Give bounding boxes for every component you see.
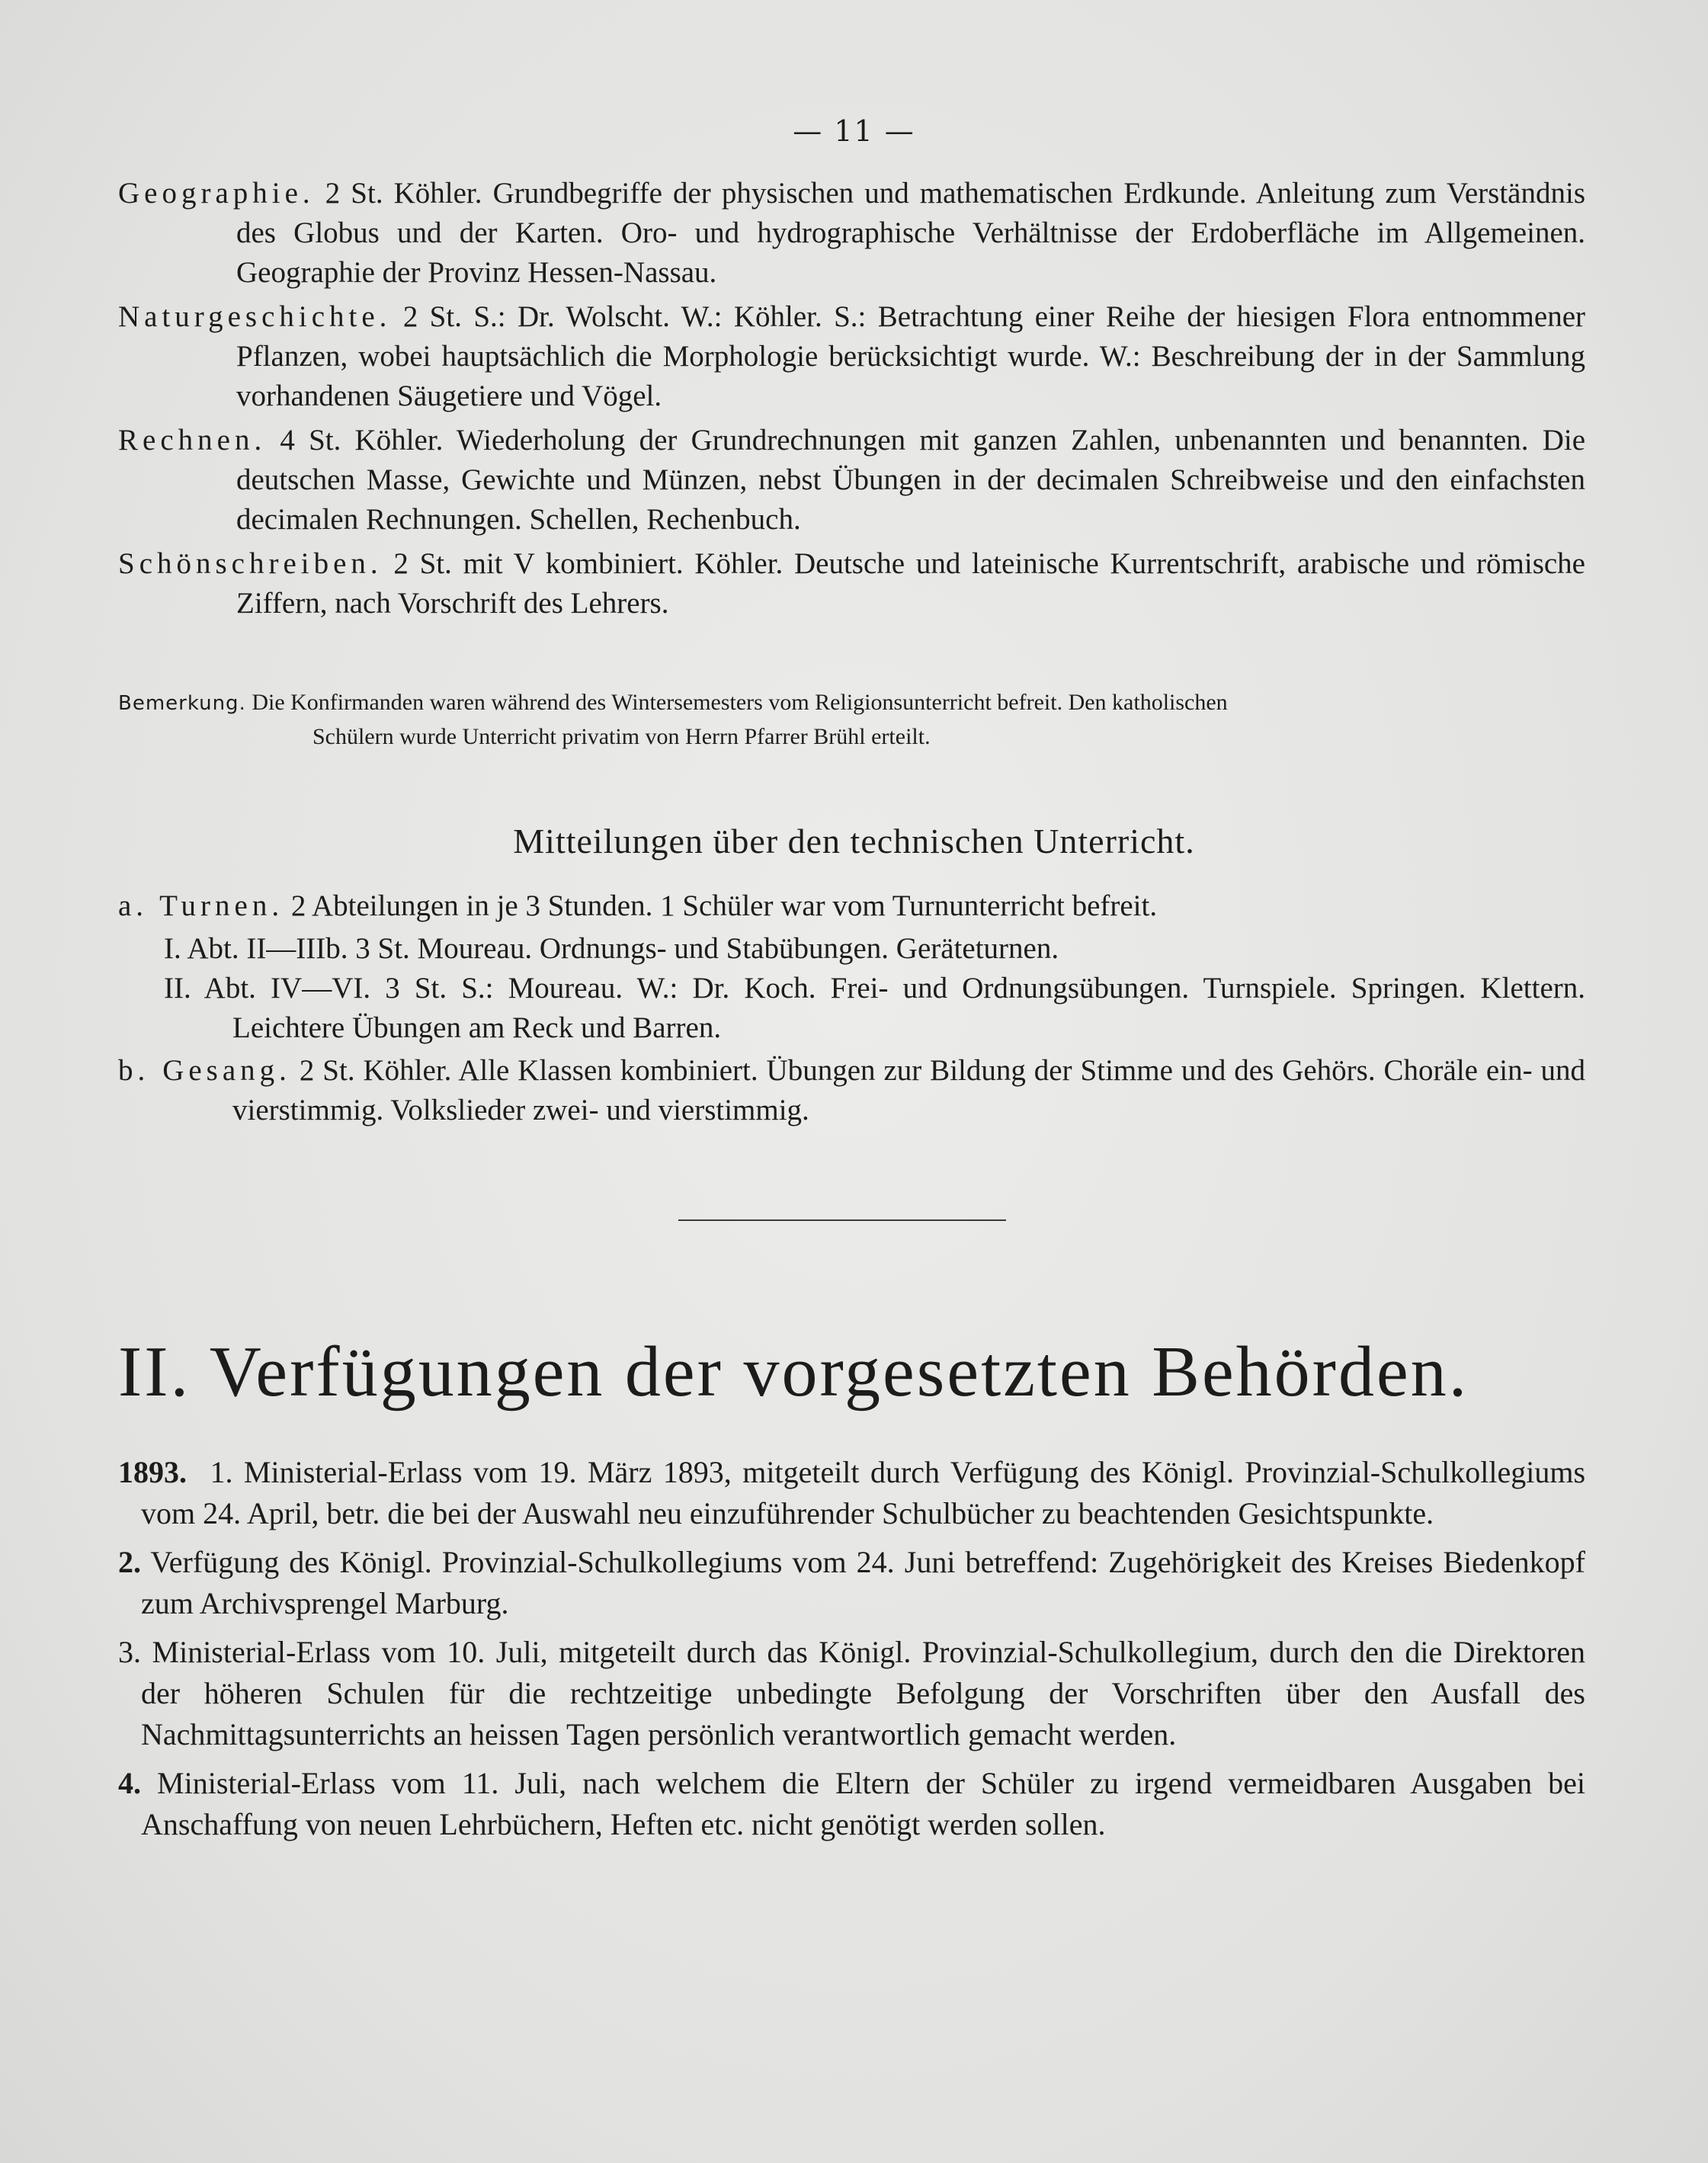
subject-geographie	[118, 174, 1585, 293]
decree-number: 2.	[118, 1545, 141, 1579]
decree-text: Ministerial-Erlass vom 19. März 1893, mitgeteilt durch Verfügung des Königl. Provinzial-Schulkollegiums vom 24. April, betr. die bei der Auswahl neu einzuführender Schulbücher zu beachtenden Gesichtspunkte.	[141, 1455, 1586, 1530]
decree-item-1	[118, 1452, 1585, 1534]
subject-naturgeschichte	[118, 297, 1585, 416]
page-number: — 11 —	[793, 114, 915, 148]
section-heading: II. Verfügungen der vorgesetzten Behörden.	[118, 1332, 1469, 1412]
technical-heading: Mitteilungen über den technischen Unterricht.	[513, 822, 1195, 860]
decree-year: 1893.	[118, 1455, 187, 1489]
gesang-text: 2 St. Köhler. Alle Klassen kombiniert. Übungen zur Bildung der Stimme und des Gehörs. Choräle ein- und vierstimmig. Volkslieder zwei- und vierstimmig.	[232, 1054, 1586, 1126]
gesang-entry	[118, 1051, 1585, 1130]
remark	[118, 686, 1585, 754]
decree-item-2	[118, 1542, 1585, 1624]
subject-name: Rechnen.	[118, 424, 267, 457]
remark-label: Bemerkung.	[118, 692, 246, 715]
decree-text: Ministerial-Erlass vom 10. Juli, mitgeteilt durch das Königl. Provinzial-Schulkollegium, durch den die Direktoren der höheren Schulen für die rechtzeitige unbedingte Befolgung der Vorschriften über den Ausfall des Nachmittagsunterrichts an heissen Tagen persönlich verantwortlich gemacht werden.	[141, 1635, 1586, 1751]
subject-name: Naturgeschichte.	[118, 300, 392, 333]
subject-text: 2 St. Köhler. Grundbegriffe der physischen und mathematischen Erdkunde. Anleitung zum Verständnis des Globus und der Karten. Oro- und hydrographische Verhältnisse der Erdoberfläche im Allgemeinen. Geographie der Provinz Hessen-Nassau.	[236, 177, 1585, 289]
decree-item-4	[118, 1763, 1585, 1845]
subject-name: Schönschreiben.	[118, 547, 383, 580]
decree-number: 1.	[210, 1455, 233, 1489]
turnen-label: a. Turnen.	[118, 889, 284, 922]
turnen-sub-2: II. Abt. IV—VI. 3 St. S.: Moureau. W.: Dr. Koch. Frei- und Ordnungsübungen. Turnspiele. Springen. Klettern. Leichtere Übungen am Reck und Barren.	[164, 972, 1585, 1044]
turnen-entry	[118, 886, 1585, 926]
subject-text: 4 St. Köhler. Wiederholung der Grundrechnungen mit ganzen Zahlen, unbenannten und benannten. Die deutschen Masse, Gewichte und Münzen, nebst Übungen in der decimalen Schreibweise und den einfachsten decimalen Rechnungen. Schellen, Rechenbuch.	[236, 424, 1585, 536]
subject-text: 2 St. S.: Dr. Wolscht. W.: Köhler. S.: Betrachtung einer Reihe der hiesigen Flora entnommener Pflanzen, wobei hauptsächlich die Morphologie berücksichtigt wurde. W.: Beschreibung der in der Sammlung vorhandenen Säugetiere und Vögel.	[236, 300, 1586, 412]
remark-text-1: Die Konfirmanden waren während des Wintersemesters vom Religionsunterricht befreit. Den katholischen	[252, 690, 1228, 715]
subject-text: 2 St. mit V kombiniert. Köhler. Deutsche und lateinische Kurrentschrift, arabische und römische Ziffern, nach Vorschrift des Lehrers.	[236, 547, 1585, 620]
remark-line-1	[118, 686, 1585, 720]
subject-rechnen	[118, 421, 1585, 540]
remark-line-2: Schülern wurde Unterricht privatim von Herrn Pfarrer Brühl erteilt.	[312, 724, 931, 749]
section-divider	[678, 1219, 1006, 1221]
decree-text: Verfügung des Königl. Provinzial-Schulkollegiums vom 24. Juni betreffend: Zugehörigkeit des Kreises Biedenkopf zum Archivsprengel Marburg.	[141, 1545, 1585, 1620]
decree-text: Ministerial-Erlass vom 11. Juli, nach welchem die Eltern der Schüler zu irgend vermeidbaren Ausgaben bei Anschaffung von neuen Lehrbüchern, Heften etc. nicht genötigt werden sollen.	[141, 1766, 1586, 1841]
subjects-section	[118, 174, 1585, 628]
subject-name: Geographie.	[118, 177, 315, 210]
decree-item-3	[118, 1632, 1585, 1755]
turnen-sub-1: I. Abt. II—IIIb. 3 St. Moureau. Ordnungs- und Stabübungen. Geräteturnen.	[164, 932, 1059, 965]
subject-schoenschreiben	[118, 544, 1585, 623]
decree-number: 4.	[118, 1766, 141, 1800]
decrees-section	[118, 1452, 1585, 1853]
gesang-label: b. Gesang.	[118, 1054, 291, 1087]
turnen-text: 2 Abteilungen in je 3 Stunden. 1 Schüler war vom Turnunterricht befreit.	[290, 889, 1158, 922]
decree-number: 3.	[118, 1635, 141, 1669]
technical-section	[118, 886, 1585, 1133]
